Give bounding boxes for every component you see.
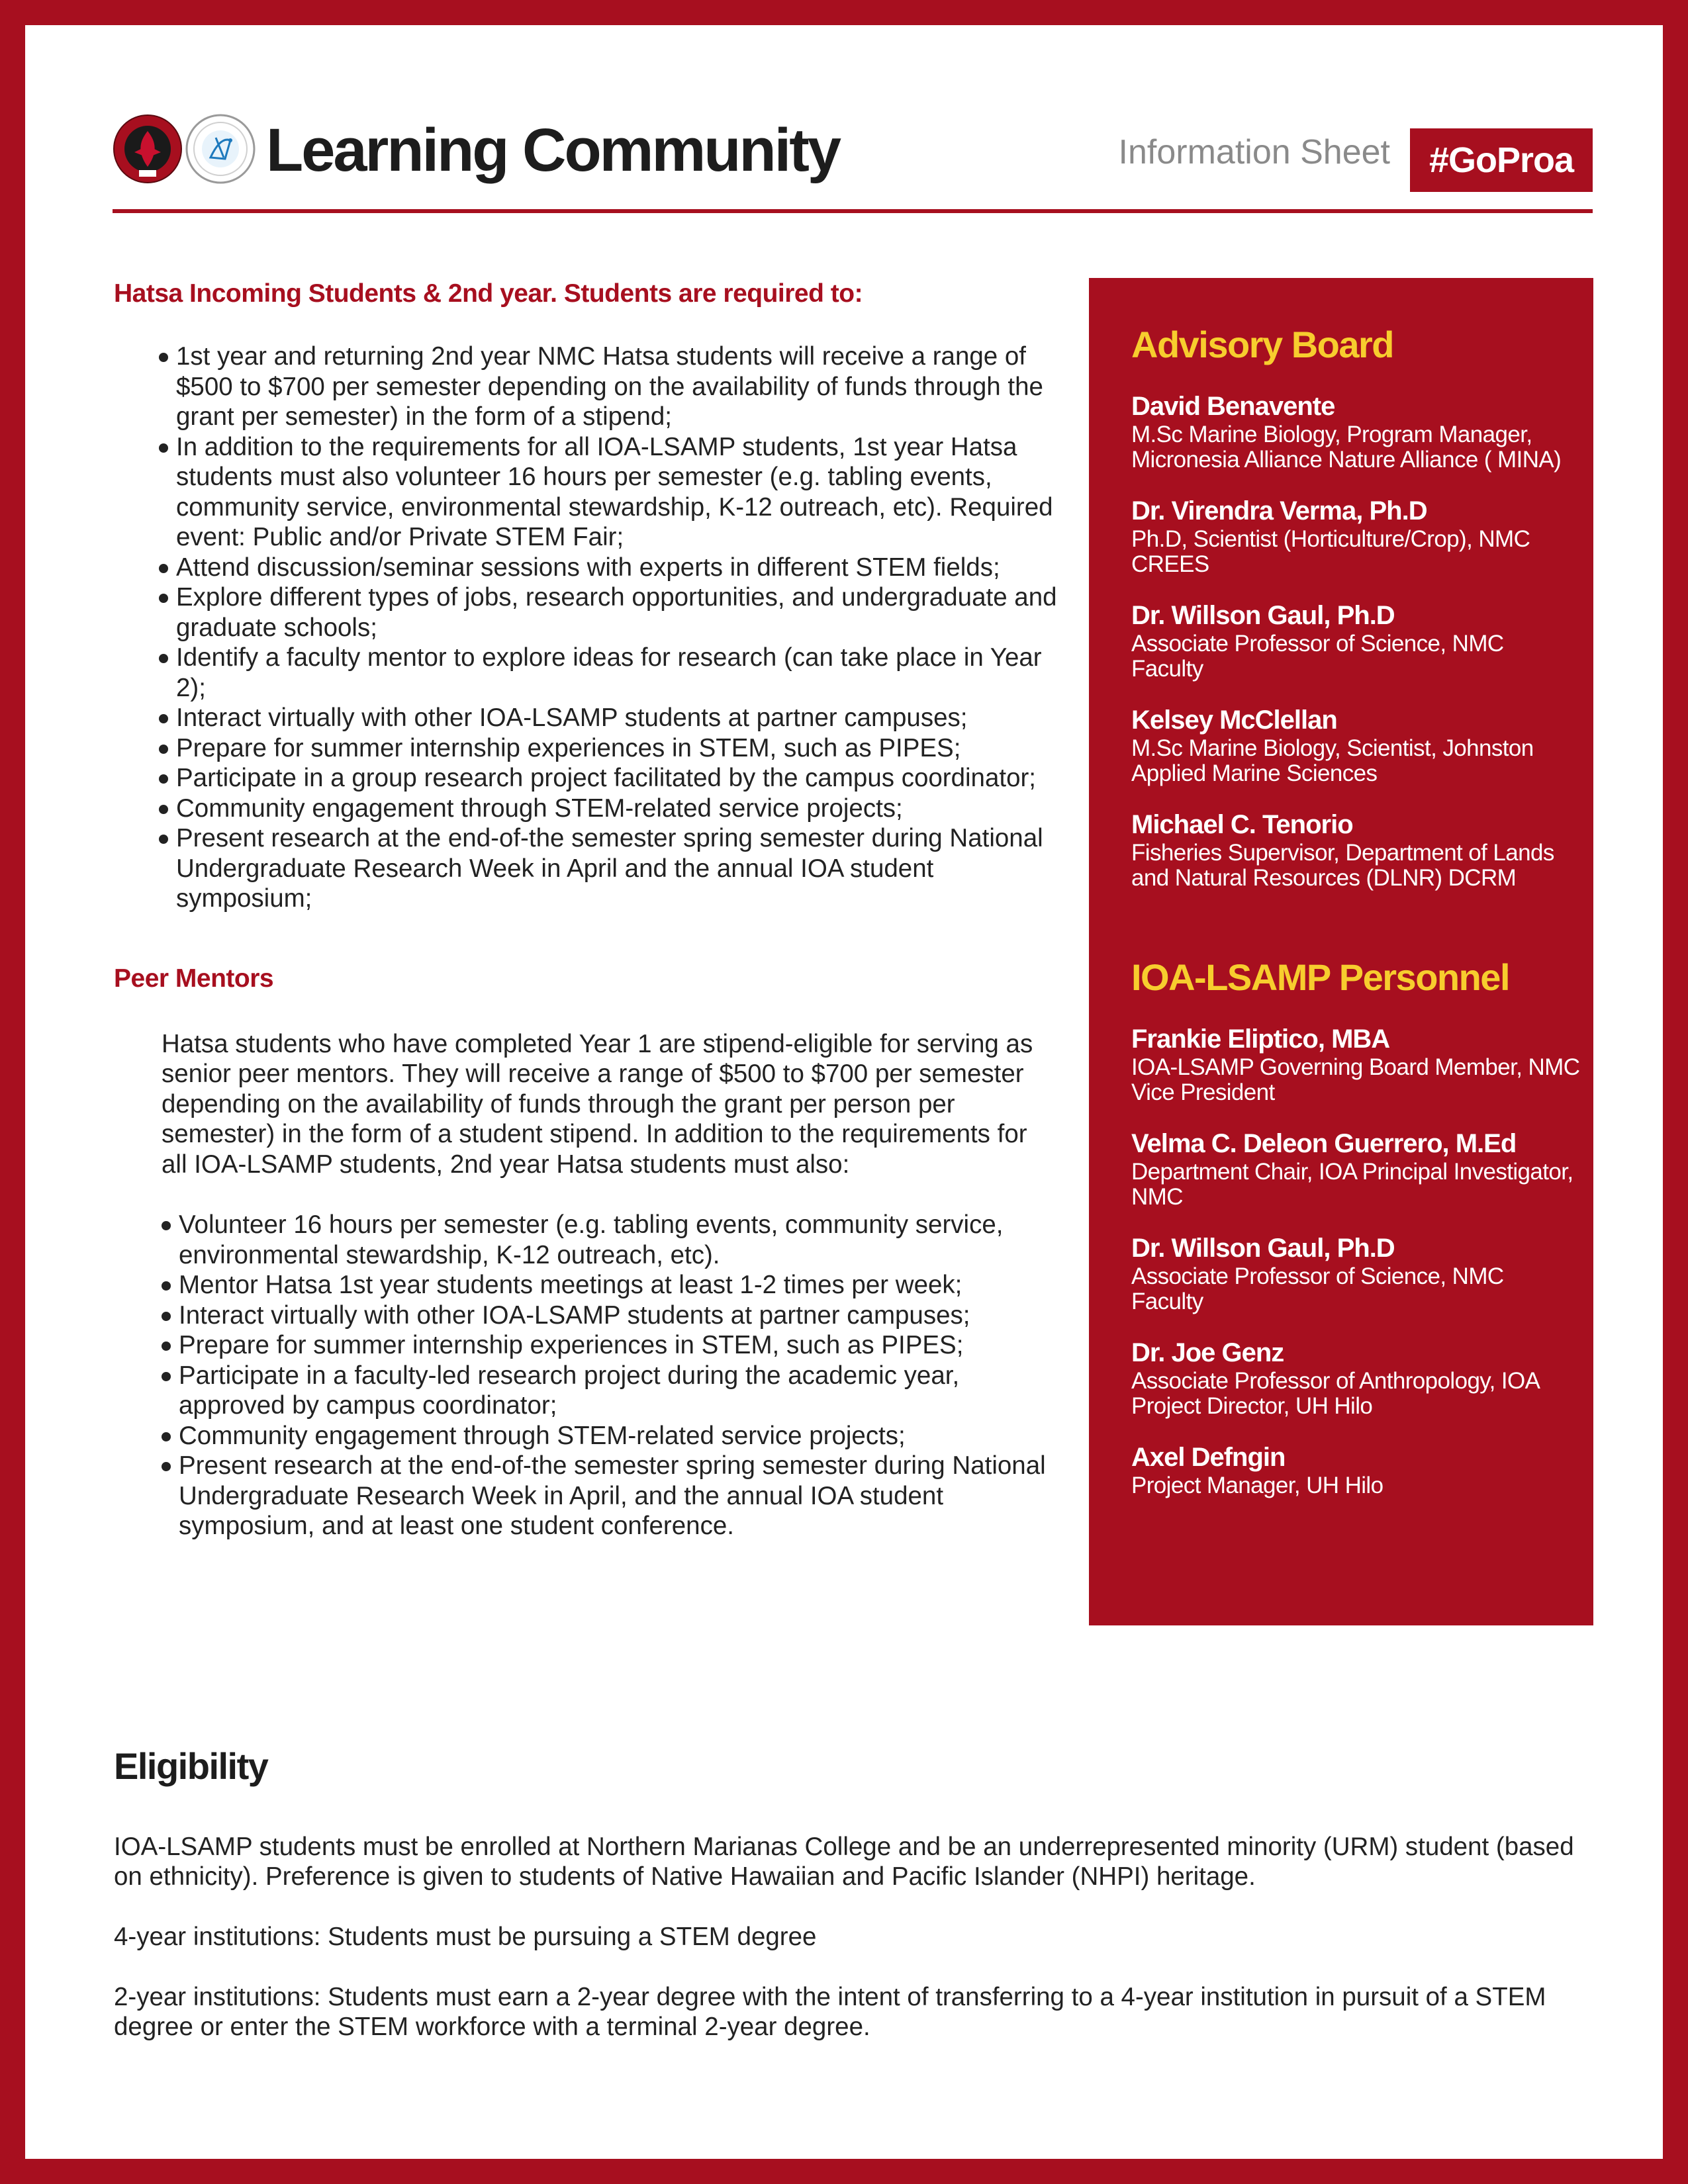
sidebar-panel [1089, 278, 1593, 1625]
list-item: Interact virtually with other IOA-LSAMP students at partner campuses; [162, 1300, 1060, 1331]
info-sheet-label: Information Sheet [1118, 133, 1390, 171]
list-item: Mentor Hatsa 1st year students meetings at least 1-2 times per week; [162, 1270, 1060, 1300]
list-item: Community engagement through STEM-related service projects; [162, 1421, 1060, 1451]
peer-mentor-requirements-list [114, 1210, 1060, 1541]
eligibility-paragraph: 2-year institutions: Students must earn a 2-year degree with the intent of transferring to a 4-year institution in pursuit of a STEM degree or enter the STEM workforce with a terminal 2-year degree. [114, 1983, 1546, 2041]
member-role: Associate Professor of Science, NMC Faculty [1131, 1263, 1504, 1314]
incoming-students-heading: Hatsa Incoming Students & 2nd year. Students are required to: [114, 279, 863, 308]
personnel-member [1131, 1128, 1593, 1210]
member-role: M.Sc Marine Biology, Scientist, Johnston Applied Marine Sciences [1131, 735, 1534, 786]
personnel-member [1131, 1441, 1593, 1498]
list-item: Identify a faculty mentor to explore ideas for research (can take place in Year 2); [159, 643, 1060, 703]
eligibility-paragraph: 4-year institutions: Students must be pursuing a STEM degree [114, 1923, 817, 1951]
eligibility-paragraph: IOA-LSAMP students must be enrolled at Northern Marianas College and be an underrepresented minority (URM) student (based on ethnicity). Preference is given to students of Native Hawaiian and Pacific Islander (NHPI) heritage. [114, 1833, 1574, 1891]
eligibility-heading: Eligibility [114, 1745, 268, 1787]
header-divider [113, 209, 1593, 213]
advisory-member [1131, 600, 1593, 682]
member-role: IOA-LSAMP Governing Board Member, NMC Vice President [1131, 1054, 1580, 1105]
member-name: Velma C. Deleon Guerrero, M.Ed [1131, 1129, 1517, 1158]
list-item: Participate in a group research project facilitated by the campus coordinator; [159, 763, 1060, 794]
member-role: Project Manager, UH Hilo [1131, 1473, 1383, 1498]
member-name: Kelsey McClellan [1131, 705, 1337, 735]
member-role: Associate Professor of Anthropology, IOA Project Director, UH Hilo [1131, 1368, 1539, 1419]
page-title: Learning Community [266, 116, 840, 184]
advisory-board-heading: Advisory Board [1131, 324, 1393, 365]
member-role: Ph.D, Scientist (Horticulture/Crop), NMC CREES [1131, 526, 1530, 577]
list-item: Volunteer 16 hours per semester (e.g. tabling events, community service, environmental stewardship, K-12 outreach, etc). [162, 1210, 1060, 1270]
member-role: Fisheries Supervisor, Department of Lands and Natural Resources (DLNR) DCRM [1131, 840, 1554, 891]
member-name: David Benavente [1131, 392, 1335, 421]
advisory-member [1131, 704, 1593, 786]
list-item: Present research at the end-of-the semester spring semester during National Undergraduate Research Week in April and the annual IOA student symposium; [159, 823, 1060, 914]
member-role: Department Chair, IOA Principal Investigator, NMC [1131, 1159, 1573, 1210]
nmc-seal-logo [113, 114, 183, 184]
member-role: M.Sc Marine Biology, Program Manager, Micronesia Alliance Nature Alliance ( MINA) [1131, 422, 1562, 473]
advisory-member [1131, 390, 1593, 473]
list-item: Prepare for summer internship experiences in STEM, such as PIPES; [162, 1330, 1060, 1361]
page-header [113, 106, 1593, 205]
member-name: Dr. Virendra Verma, Ph.D [1131, 496, 1427, 525]
personnel-heading: IOA-LSAMP Personnel [1131, 956, 1510, 998]
list-item: Prepare for summer internship experiences in STEM, such as PIPES; [159, 733, 1060, 764]
personnel-member [1131, 1337, 1593, 1419]
list-item: Present research at the end-of-the semester spring semester during National Undergraduate Research Week in April, and the annual IOA student symposium, and at least one student conference. [162, 1451, 1060, 1541]
member-name: Dr. Willson Gaul, Ph.D [1131, 601, 1395, 630]
list-item: Participate in a faculty-led research project during the academic year, approved by campus coordinator; [162, 1361, 1060, 1421]
peer-mentors-intro: Hatsa students who have completed Year 1 are stipend-eligible for serving as senior peer mentors. They will receive a range of $500 to $700 per semester depending on the availability of funds through the grant per person per semester) in the form of a student stipend. In addition to the requirements for all IOA-LSAMP students, 2nd year Hatsa students must also: [162, 1029, 1033, 1179]
peer-mentors-heading: Peer Mentors [114, 964, 274, 993]
member-name: Frankie Eliptico, MBA [1131, 1024, 1390, 1054]
personnel-member [1131, 1232, 1593, 1314]
list-item: 1st year and returning 2nd year NMC Hatsa students will receive a range of $500 to $700 per semester depending on the availability of funds through the grant per semester) in the form of a stipend; [159, 341, 1060, 432]
advisory-member [1131, 809, 1593, 891]
list-item: Explore different types of jobs, research opportunities, and undergraduate and graduate schools; [159, 582, 1060, 643]
member-name: Dr. Willson Gaul, Ph.D [1131, 1234, 1395, 1263]
advisory-member [1131, 495, 1593, 577]
incoming-requirements-list [114, 341, 1060, 914]
member-role: Associate Professor of Science, NMC Faculty [1131, 631, 1504, 682]
ioa-alliance-logo [185, 114, 256, 184]
list-item: Attend discussion/seminar sessions with experts in different STEM fields; [159, 553, 1060, 583]
left-column [114, 278, 1060, 1541]
list-item: Community engagement through STEM-related service projects; [159, 794, 1060, 824]
member-name: Dr. Joe Genz [1131, 1338, 1284, 1367]
list-item: In addition to the requirements for all IOA-LSAMP students, 1st year Hatsa students must also volunteer 16 hours per semester (e.g. tabling events, community service, environmental stewardship, K-12 outreach, etc). Required event: Public and/or Private STEM Fair; [159, 432, 1060, 553]
member-name: Axel Defngin [1131, 1443, 1286, 1472]
member-name: Michael C. Tenorio [1131, 810, 1353, 839]
hashtag-badge: #GoProa [1410, 128, 1593, 192]
list-item: Interact virtually with other IOA-LSAMP students at partner campuses; [159, 703, 1060, 733]
eligibility-section [114, 1743, 1597, 2042]
personnel-member [1131, 1023, 1593, 1105]
